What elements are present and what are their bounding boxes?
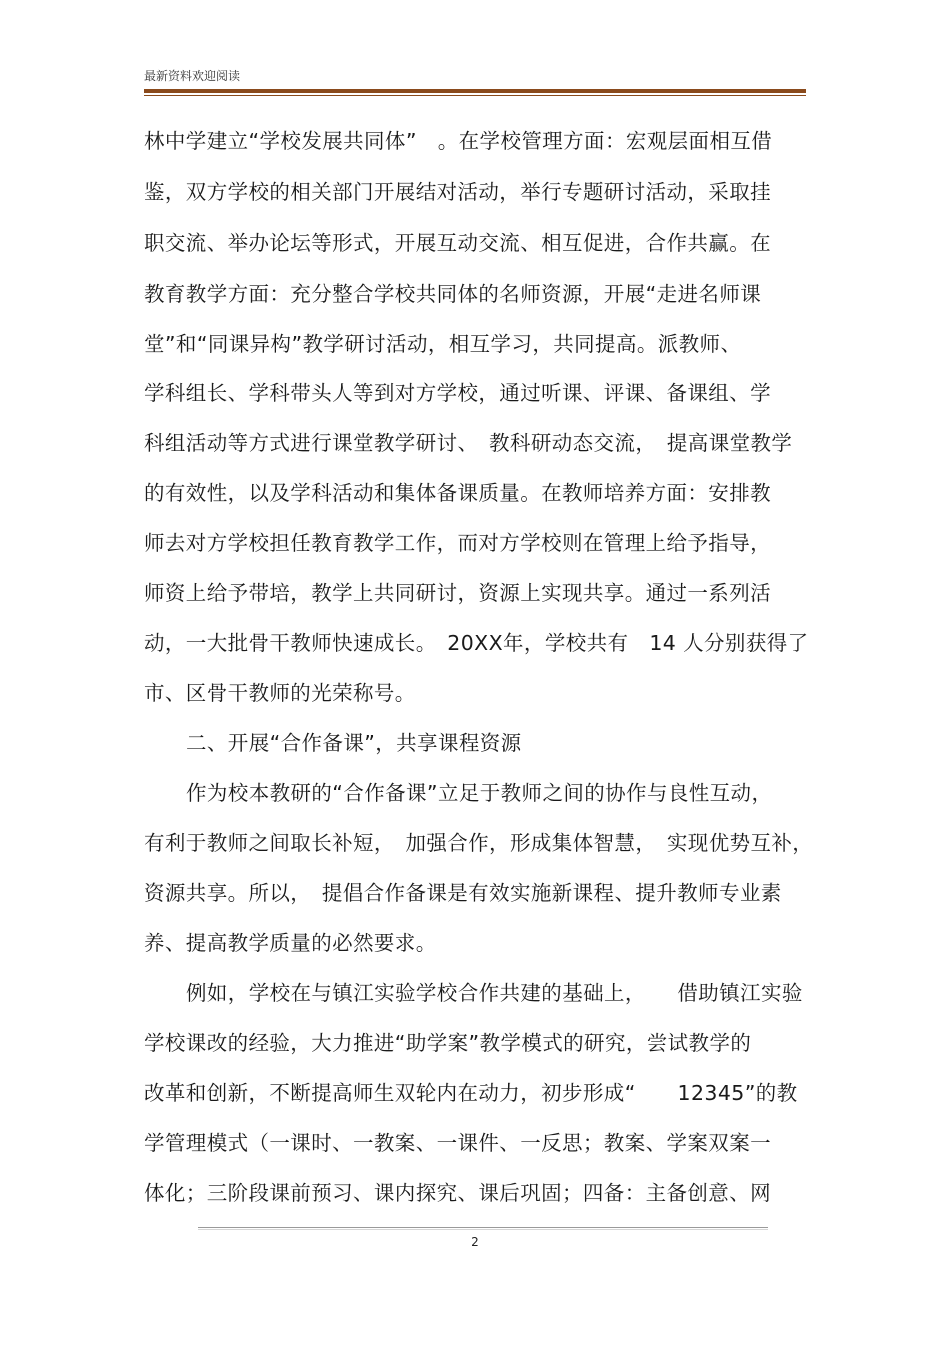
footer-rule xyxy=(198,1227,768,1228)
body-line: 作为校本教研的“合作备课”立足于教师之间的协作与良性互动， xyxy=(186,781,773,805)
header-rule-thin xyxy=(144,95,806,96)
body-line: 林中学建立“学校发展共同体” 。在学校管理方面：宏观层面相互借 xyxy=(144,129,773,153)
body-line: 学科组长、学科带头人等到对方学校，通过听课、评课、备课组、学 xyxy=(144,381,771,405)
body-line: 的有效性，以及学科活动和集体备课质量。在教师培养方面：安排教 xyxy=(144,481,771,505)
body-line: 资源共享。所以， 提倡合作备课是有效实施新课程、提升教师专业素 xyxy=(144,881,782,905)
section-heading: 二、开展“合作备课”，共享课程资源 xyxy=(186,731,522,755)
body-line: 动，一大批骨干教师快速成长。 20XX年，学校共有 14 人分别获得了 xyxy=(144,631,809,655)
body-line: 学管理模式（一课时、一教案、一课件、一反思；教案、学案双案一 xyxy=(144,1131,771,1155)
body-line: 师资上给予带培，教学上共同研讨，资源上实现共享。通过一系列活 xyxy=(144,581,771,605)
body-line: 师去对方学校担任教育教学工作，而对方学校则在管理上给予指导， xyxy=(144,531,771,555)
body-line: 有利于教师之间取长补短， 加强合作，形成集体智慧， 实现优势互补， xyxy=(144,831,814,855)
body-line: 教育教学方面：充分整合学校共同体的名师资源，开展“走进名师课 xyxy=(144,282,762,306)
body-line: 学校课改的经验，大力推进“助学案”教学模式的研究，尝试教学的 xyxy=(144,1031,752,1055)
body-line: 例如，学校在与镇江实验学校合作共建的基础上， 借助镇江实验 xyxy=(186,981,803,1005)
footer-rule-shadow xyxy=(198,1229,768,1230)
body-line: 养、提高教学质量的必然要求。 xyxy=(144,931,437,955)
body-line: 市、区骨干教师的光荣称号。 xyxy=(144,681,416,705)
body-line: 科组活动等方式进行课堂教学研讨、 教科研动态交流， 提高课堂教学 xyxy=(144,431,793,455)
page-number: 2 xyxy=(471,1235,479,1249)
body-line: 改革和创新，不断提高师生双轮内在动力，初步形成“ 12345”的教 xyxy=(144,1081,798,1105)
header-title: 最新资料欢迎阅读 xyxy=(144,69,241,83)
body-line: 职交流、举办论坛等形式，开展互动交流、相互促进，合作共赢。在 xyxy=(144,231,771,255)
body-line: 鉴，双方学校的相关部门开展结对活动，举行专题研讨活动，采取挂 xyxy=(144,180,771,204)
body-line: 堂”和“同课异构”教学研讨活动，相互学习，共同提高。派教师、 xyxy=(144,332,742,356)
body-line: 体化；三阶段课前预习、课内探究、课后巩固；四备：主备创意、网 xyxy=(144,1181,771,1205)
header-rule-thick xyxy=(144,89,806,93)
